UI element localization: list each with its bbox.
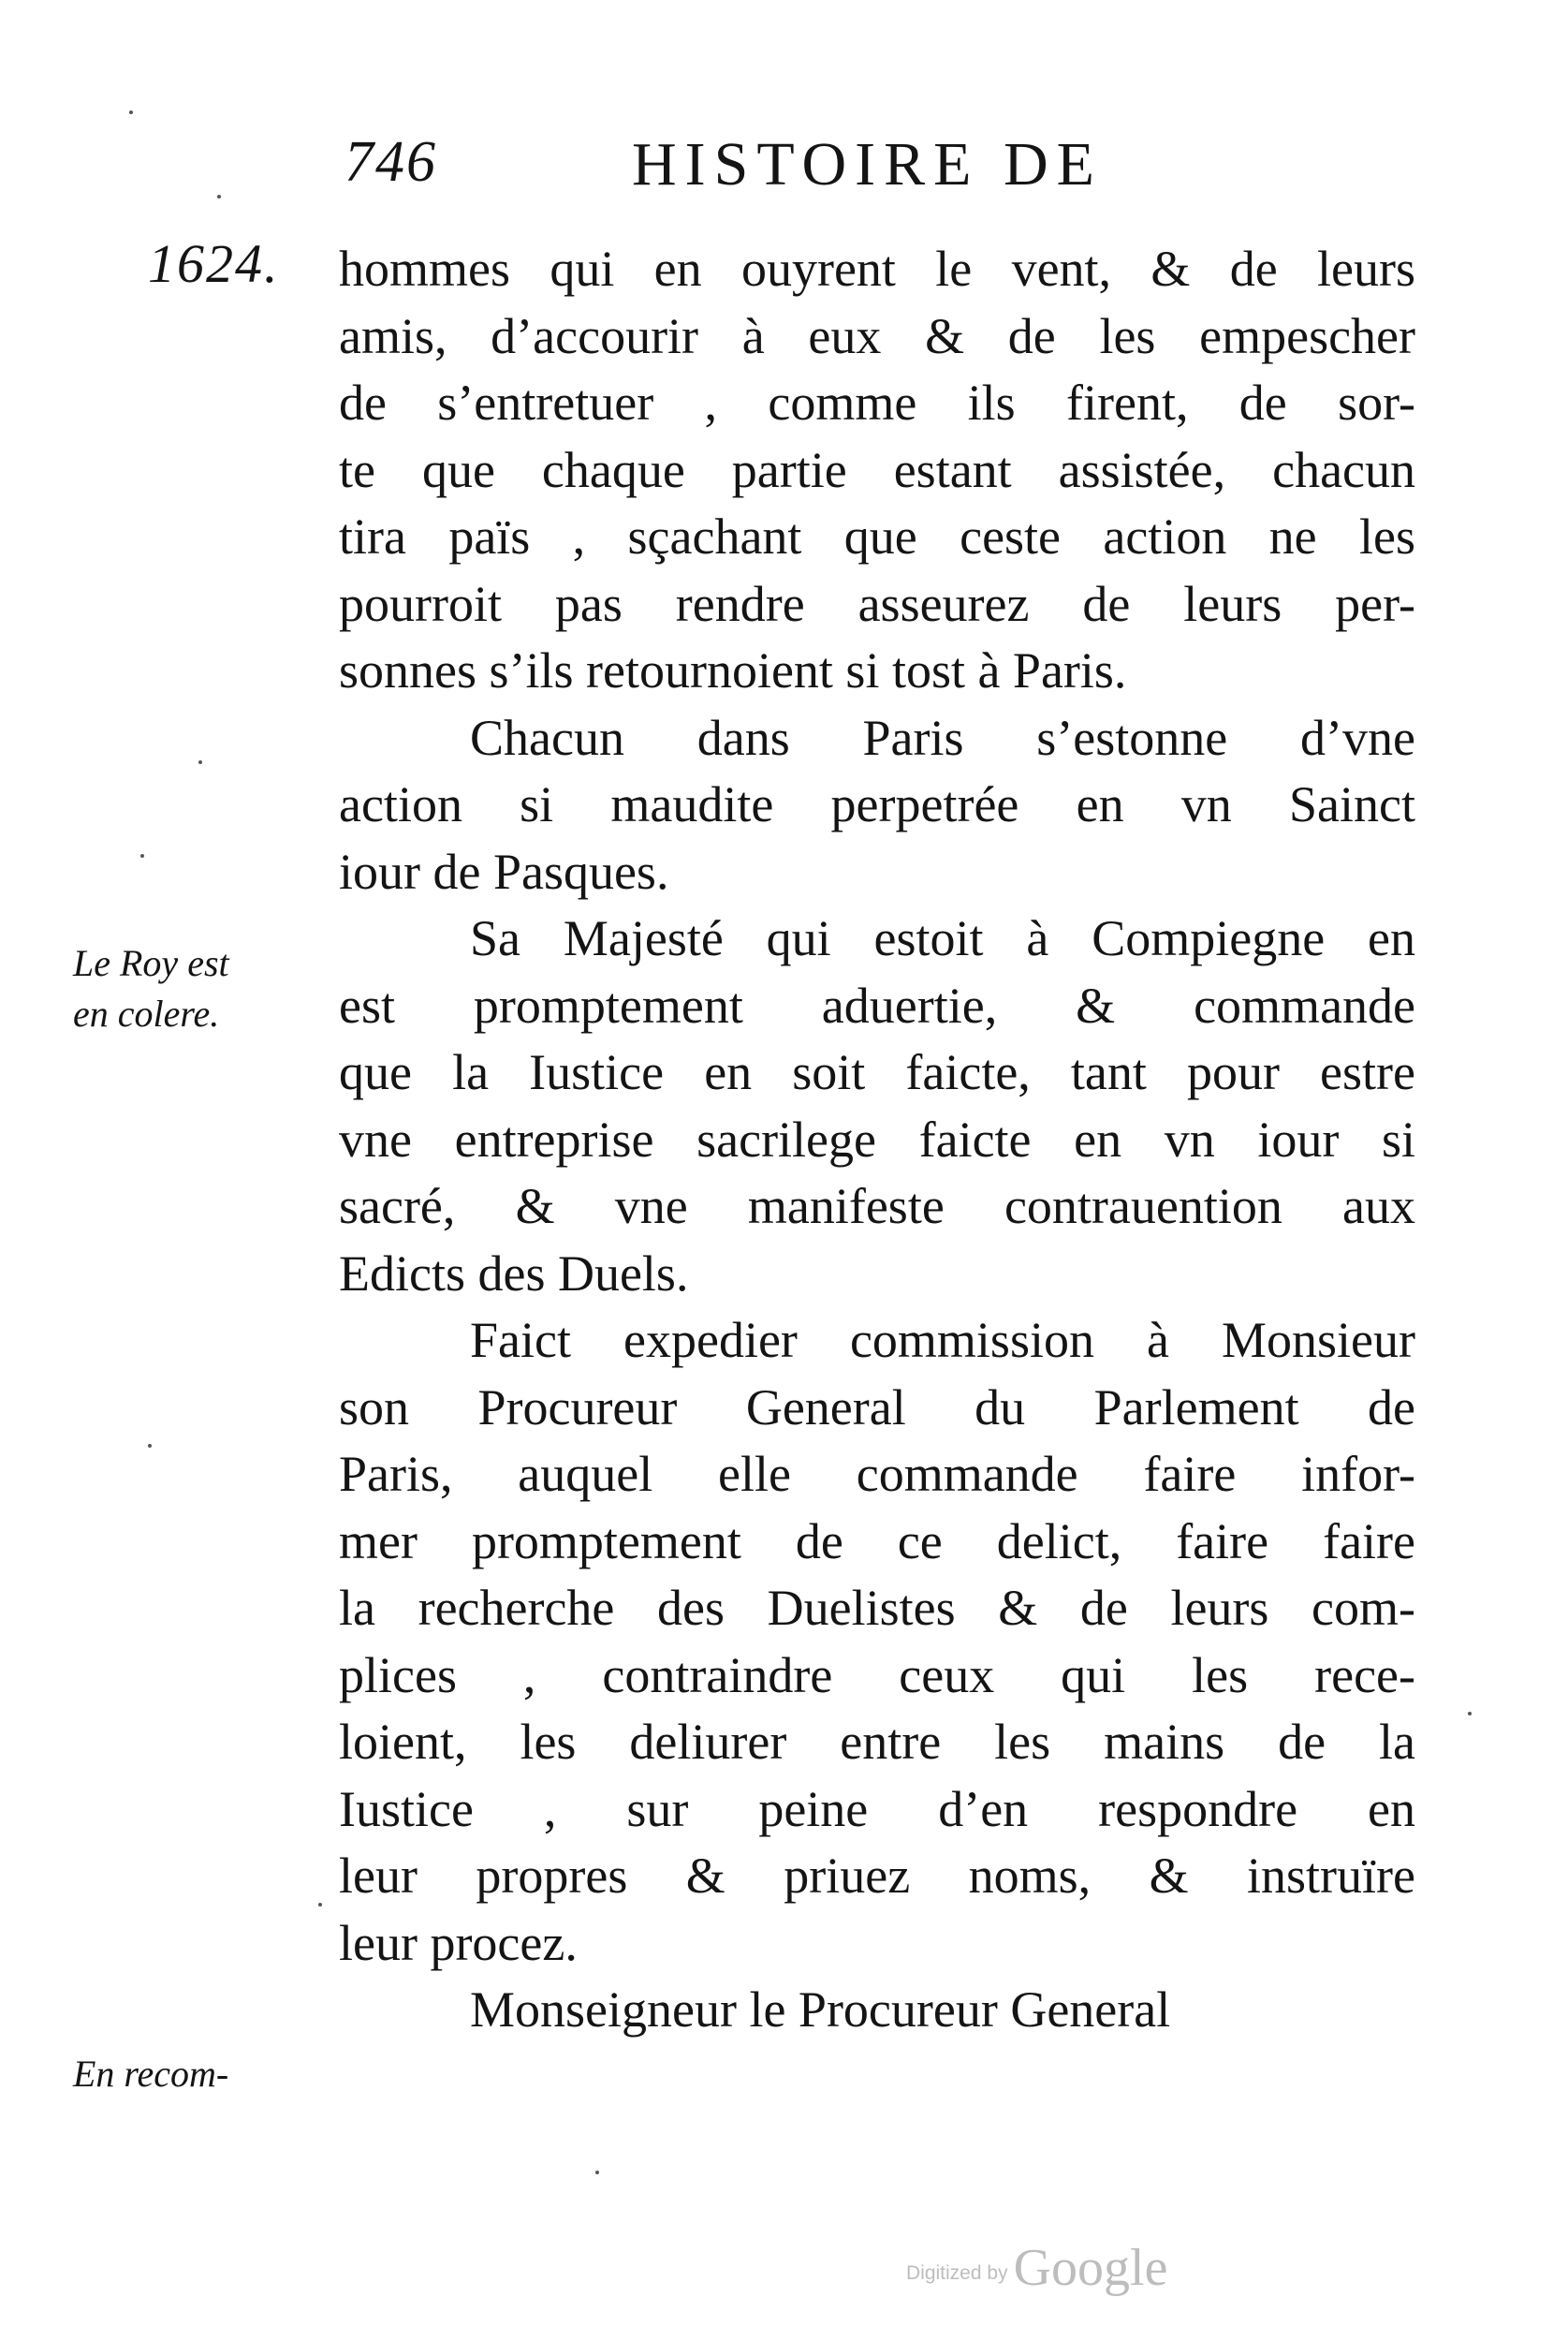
text-line: pourroit pas rendre asseurez de leurs per- bbox=[339, 575, 1415, 632]
scan-speck bbox=[318, 1903, 322, 1907]
text-line: leur procez. bbox=[339, 1914, 578, 1971]
text-line: Paris, auquel elle commande faire infor- bbox=[339, 1446, 1415, 1502]
text-line: mer promptement de ce delict, faire faire bbox=[339, 1512, 1415, 1569]
text-line: est promptement aduertie, & commande bbox=[339, 977, 1415, 1034]
scan-speck bbox=[140, 854, 144, 858]
digitized-watermark bbox=[906, 2238, 1167, 2298]
scan-speck bbox=[1468, 1712, 1472, 1715]
text-line: Iustice , sur peine d’en respondre en bbox=[339, 1780, 1415, 1837]
scan-speck bbox=[129, 110, 133, 114]
text-line: Edicts des Duels. bbox=[339, 1244, 689, 1302]
page-header bbox=[337, 129, 1254, 204]
paragraph-5 bbox=[339, 1977, 1415, 2044]
text-line: Sa Majesté qui estoit à Compiegne en bbox=[470, 910, 1415, 966]
text-line: te que chaque partie estant assistée, chacun bbox=[339, 441, 1415, 498]
paragraph-2 bbox=[339, 705, 1415, 906]
text-line: Monseigneur le Procureur General bbox=[470, 1981, 1171, 2038]
text-line: amis, d’accourir à eux & de les empescher bbox=[339, 307, 1415, 364]
text-line: la recherche des Duelistes & de leurs com- bbox=[339, 1580, 1415, 1636]
paragraph-1 bbox=[339, 236, 1415, 705]
text-line: Faict expedier commission à Monsieur bbox=[470, 1312, 1415, 1368]
scan-speck bbox=[595, 2171, 599, 2174]
text-line: sacré, & vne manifeste contrauention aux bbox=[339, 1178, 1415, 1234]
paragraph-4 bbox=[339, 1307, 1415, 1977]
marginal-note-king bbox=[73, 938, 335, 1039]
text-line: de s’entretuer , comme ils firent, de sor- bbox=[339, 375, 1415, 431]
text-line: loient, les deliurer entre les mains de la bbox=[339, 1714, 1415, 1770]
text-line: Chacun dans Paris s’estonne d’vne bbox=[470, 709, 1415, 766]
marginal-note-recom bbox=[73, 2049, 335, 2099]
text-line: action si maudite perpetrée en vn Sainct bbox=[339, 776, 1415, 832]
scan-speck bbox=[198, 760, 202, 764]
scan-speck bbox=[148, 1444, 152, 1448]
text-line: leur propres & priuez noms, & instruïre bbox=[339, 1848, 1415, 1904]
text-line: plices , contraindre ceux qui les rece- bbox=[339, 1646, 1415, 1703]
paragraph-3 bbox=[339, 905, 1415, 1307]
text-line: hommes qui en ouyrent le vent, & de leurs bbox=[339, 241, 1415, 297]
marginal-note-line: Le Roy est bbox=[73, 942, 229, 984]
text-line: vne entreprise sacrilege faicte en vn iour si bbox=[339, 1111, 1415, 1168]
text-line: tira païs , sçachant que ceste action ne les bbox=[339, 508, 1415, 565]
main-text bbox=[339, 236, 1415, 2044]
watermark-prefix: Digitized by bbox=[906, 2262, 1008, 2284]
year-marginal: 1624. bbox=[148, 233, 280, 294]
text-line: que la Iustice en soit faicte, tant pour estre bbox=[339, 1044, 1415, 1100]
marginal-note-line: En recom- bbox=[73, 2053, 229, 2095]
page-number: 746 bbox=[344, 130, 437, 194]
text-line: iour de Pasques. bbox=[339, 843, 669, 900]
scan-speck bbox=[217, 195, 221, 199]
text-line: sonnes s’ils retournoient si tost à Paris. bbox=[339, 642, 1127, 699]
running-title: HISTOIRE DE bbox=[632, 130, 1103, 199]
marginal-note-line: en colere. bbox=[73, 993, 220, 1035]
text-line: son Procureur General du Parlement de bbox=[339, 1378, 1415, 1436]
google-logo: Google bbox=[1013, 2239, 1168, 2297]
